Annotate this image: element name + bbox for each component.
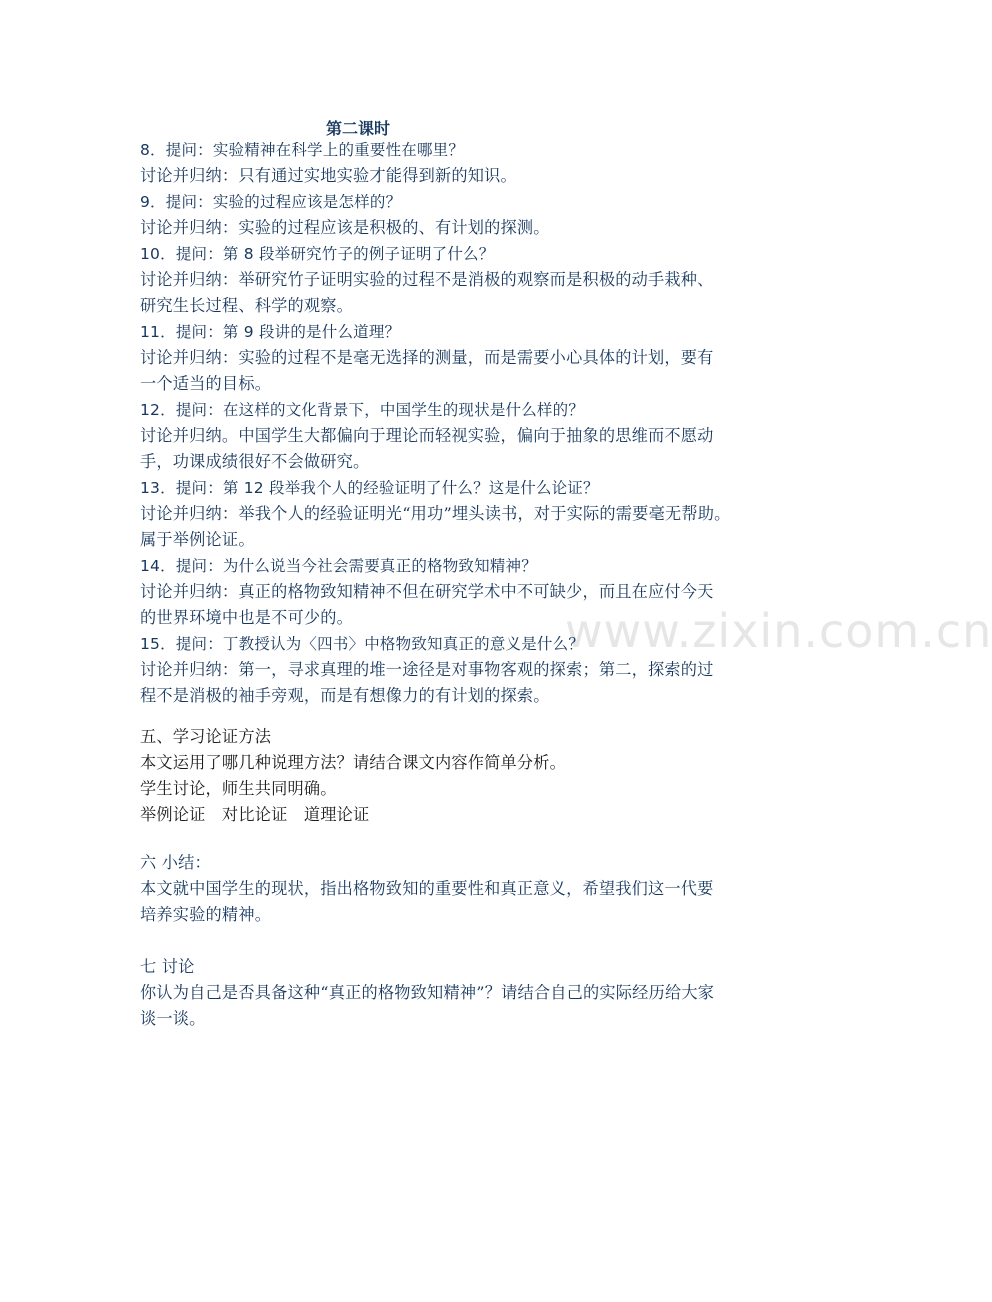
paragraph-line: 谈一谈。 — [140, 1009, 206, 1028]
qa-section — [140, 137, 790, 709]
answer-line: 的世界环境中也是不可少的。 — [140, 608, 354, 627]
paragraph-line: 本文就中国学生的现状，指出格物致知的重要性和真正意义，希望我们这一代要 — [140, 879, 714, 898]
answer-line: 一个适当的目标。 — [140, 374, 272, 393]
section-five — [140, 724, 790, 828]
answer-line: 研究生长过程、科学的观察。 — [140, 296, 354, 315]
paragraph-line: 你认为自己是否具备这种“真正的格物致知精神”？请结合自己的实际经历给大家 — [140, 983, 715, 1002]
paragraph-line: 学生讨论，师生共同明确。 — [140, 779, 337, 798]
answer-line: 手，功课成绩很好不会做研究。 — [140, 452, 370, 471]
question-line: 10．提问：第 8 段举研究竹子的例子证明了什么？ — [140, 245, 495, 263]
section-heading: 七 讨论 — [140, 957, 195, 976]
answer-line: 讨论并归纳：实验的过程应该是积极的、有计划的探测。 — [140, 218, 550, 237]
paragraph-line: 培养实验的精神。 — [140, 905, 272, 924]
answer-line: 讨论并归纳：真正的格物致知精神不但在研究学术中不可缺少，而且在应付今天 — [140, 582, 714, 601]
answer-line: 讨论并归纳：第一，寻求真理的堆一途径是对事物客观的探索；第二，探索的过 — [140, 660, 714, 679]
question-line: 13．提问：第 12 段举我个人的经验证明了什么？这是什么论证？ — [140, 479, 599, 497]
answer-line: 讨论并归纳：举我个人的经验证明光“用功”埋头读书，对于实际的需要毫无帮助。 — [140, 504, 731, 523]
question-line: 11．提问：第 9 段讲的是什么道理？ — [140, 323, 401, 341]
question-line: 9．提问：实验的过程应该是怎样的？ — [140, 193, 402, 211]
answer-line: 属于举例论证。 — [140, 530, 255, 549]
section-heading: 六 小结： — [140, 853, 211, 872]
question-line: 12．提问：在这样的文化背景下，中国学生的现状是什么样的？ — [140, 401, 585, 419]
question-line: 15．提问：丁教授认为〈四书〉中格物致知真正的意义是什么？ — [140, 635, 585, 653]
section-six — [140, 850, 790, 928]
question-line: 14．提问：为什么说当今社会需要真正的格物致知精神？ — [140, 557, 537, 575]
answer-line: 讨论并归纳。中国学生大都偏向于理论而轻视实验，偏向于抽象的思维而不愿动 — [140, 426, 714, 445]
section-seven — [140, 954, 790, 1032]
paragraph-line: 举例论证 对比论证 道理论证 — [140, 805, 370, 824]
paragraph-line: 本文运用了哪几种说理方法？请结合课文内容作简单分析。 — [140, 753, 567, 772]
answer-line: 讨论并归纳：举研究竹子证明实验的过程不是消极的观察而是积极的动手栽种、 — [140, 270, 714, 289]
answer-line: 程不是消极的袖手旁观，而是有想像力的有计划的探索。 — [140, 686, 550, 705]
page-title: 第二课时 — [326, 119, 391, 138]
section-heading: 五、学习论证方法 — [140, 727, 272, 746]
answer-line: 讨论并归纳：只有通过实地实验才能得到新的知识。 — [140, 166, 517, 185]
question-line: 8．提问：实验精神在科学上的重要性在哪里？ — [140, 141, 465, 159]
watermark: www.zixin.com.cn — [565, 604, 992, 658]
answer-line: 讨论并归纳：实验的过程不是毫无选择的测量，而是需要小心具体的计划，要有 — [140, 348, 714, 367]
